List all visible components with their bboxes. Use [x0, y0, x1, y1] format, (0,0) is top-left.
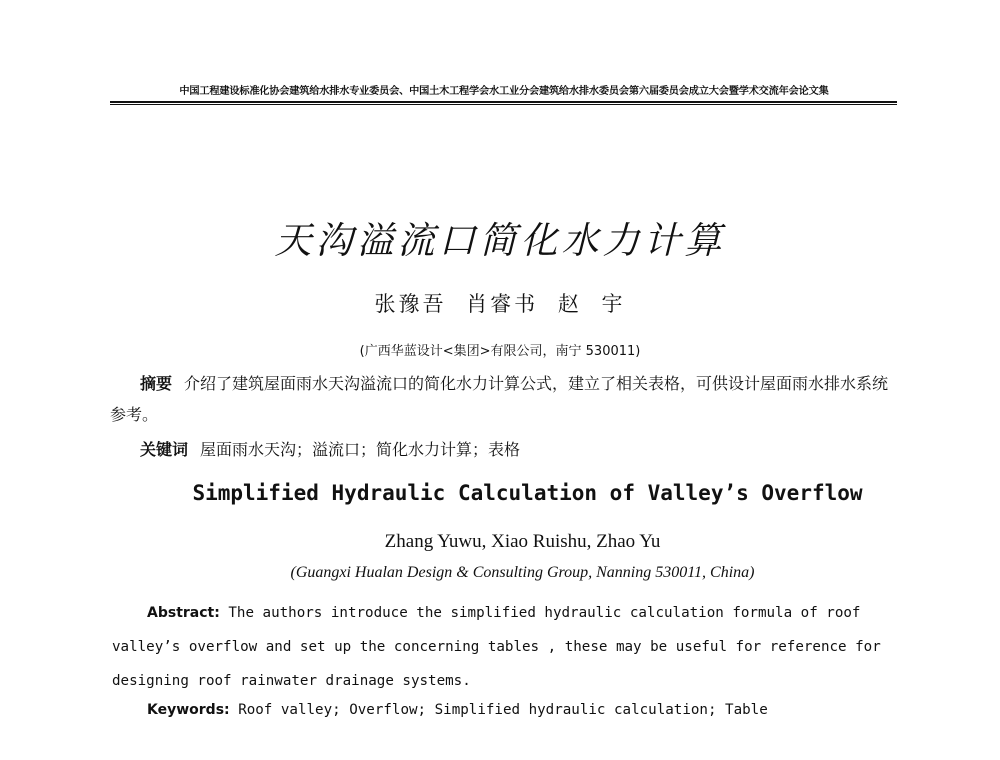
english-abstract-text: The authors introduce the simplified hydraulic calculation formula of roof valley’s overflow and set up the concerning tables , these may be useful for reference for designing roof rainwater drainage systems.: [112, 605, 881, 689]
english-affiliation: (Guangxi Hualan Design & Consulting Group, Nanning 530011, China): [290, 564, 755, 581]
english-authors: Zhang Yuwu, Xiao Ruishu, Zhao Yu: [384, 531, 661, 552]
chinese-abstract-text: 介绍了建筑屋面雨水天沟溢流口的简化水力计算公式，建立了相关表格，可供设计屋面雨水排水系统参考。: [110, 374, 889, 424]
english-keywords-label: Keywords:: [147, 702, 230, 718]
chinese-authors: 张豫吾 肖睿书 赵 宇: [374, 292, 626, 316]
english-title: Simplified Hydraulic Calculation of Valley’s Overflow: [192, 481, 863, 505]
chinese-abstract: [110, 368, 900, 430]
chinese-keywords-label: 关键词: [140, 440, 189, 459]
english-keywords: [147, 702, 907, 718]
chinese-keywords-text: 屋面雨水天沟；溢流口；简化水力计算；表格: [200, 440, 521, 459]
header-rule: [110, 101, 897, 103]
running-header: 中国工程建设标准化协会建筑给水排水专业委员会、中国土木工程学会水工业分会建筑给水排水委员会第六届委员会成立大会暨学术交流年会论文集: [179, 86, 829, 97]
header-rule-thin: [110, 104, 897, 105]
english-abstract-label: Abstract:: [147, 605, 220, 621]
chinese-abstract-label: 摘要: [140, 374, 173, 393]
english-abstract: [112, 596, 902, 698]
english-keywords-text: Roof valley; Overflow; Simplified hydraulic calculation; Table: [238, 702, 768, 718]
chinese-affiliation: (广西华蓝设计<集团>有限公司，南宁 530011): [359, 344, 641, 359]
chinese-title: 天沟溢流口简化水力计算: [274, 219, 726, 262]
chinese-keywords: [140, 437, 900, 460]
